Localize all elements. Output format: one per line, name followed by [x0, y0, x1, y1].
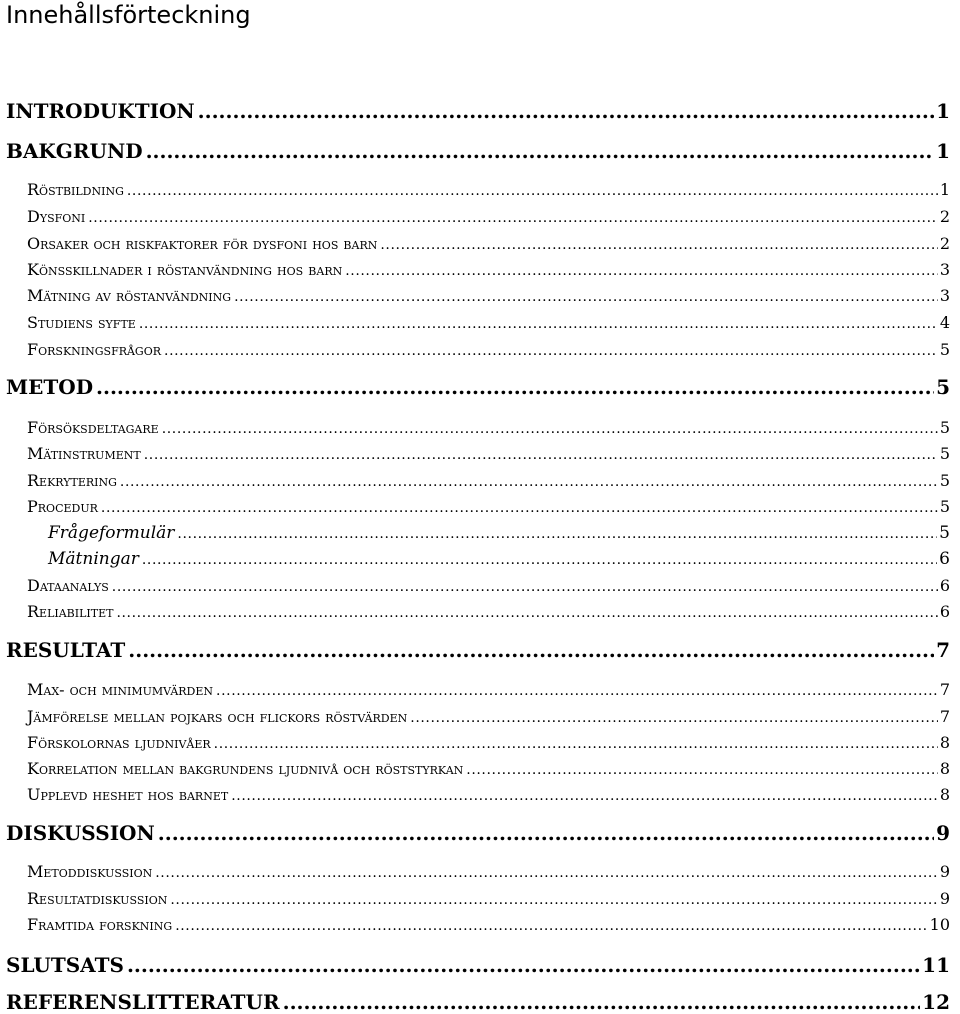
toc-entry-rekrytering[interactable] [27, 471, 950, 492]
dot-leader [216, 680, 938, 701]
dot-leader [162, 418, 938, 439]
toc-entry-metod[interactable] [6, 375, 950, 399]
dot-leader [170, 889, 937, 910]
toc-entry-max-min[interactable] [27, 680, 950, 701]
toc-entry-page: 1 [936, 99, 950, 123]
dot-leader [88, 207, 938, 228]
dot-leader [164, 340, 938, 361]
dot-leader [155, 862, 938, 883]
dot-leader [112, 576, 938, 597]
toc-entry-metoddiskussion[interactable] [27, 862, 950, 883]
toc-entry-referenslitteratur[interactable] [6, 990, 950, 1014]
toc-entry-page: 5 [939, 444, 950, 463]
toc-entry-korrelation[interactable] [27, 759, 950, 780]
toc-entry-label: Studiens syfte [27, 313, 136, 332]
toc-entry-page: 1 [936, 139, 950, 163]
toc-entry-label: Metoddiskussion [27, 862, 153, 881]
toc-entry-orsaker[interactable] [27, 234, 950, 255]
toc-entry-label: Röstbildning [27, 180, 124, 199]
toc-entry-studiens-syfte[interactable] [27, 313, 950, 334]
toc-entry-jamforelse[interactable] [27, 707, 950, 728]
dot-leader [101, 497, 938, 518]
dot-leader [128, 638, 934, 662]
toc-entry-framtida-forskning[interactable] [27, 915, 950, 936]
toc-entry-page: 7 [939, 680, 950, 699]
dot-leader [177, 522, 937, 545]
toc-entry-page: 5 [936, 375, 950, 399]
toc-entry-label: RESULTAT [6, 638, 126, 662]
toc-entry-introduktion[interactable] [6, 99, 950, 123]
toc-entry-page: 12 [922, 990, 950, 1014]
dot-leader [96, 375, 934, 399]
toc-entry-slutsats[interactable] [6, 953, 950, 977]
dot-leader [198, 99, 934, 123]
toc-entry-forskningsfragor[interactable] [27, 340, 950, 361]
toc-entry-page: 2 [939, 234, 950, 253]
toc-entry-konsskillnader[interactable] [27, 260, 950, 281]
dot-leader [214, 733, 938, 754]
toc-entry-page: 4 [939, 313, 950, 332]
toc-entry-page: 9 [939, 862, 950, 881]
toc-entry-label: BAKGRUND [6, 139, 143, 163]
dot-leader [144, 444, 938, 465]
dot-leader [146, 139, 935, 163]
toc-entry-page: 6 [939, 549, 950, 569]
toc-entry-matning[interactable] [27, 286, 950, 307]
toc-entry-label: Forskningsfrågor [27, 340, 162, 359]
toc-entry-page: 5 [939, 523, 950, 543]
toc-entry-page: 11 [922, 953, 950, 977]
toc-entry-label: Max- och minimumvärden [27, 680, 214, 699]
toc-entry-dataanalys[interactable] [27, 576, 950, 597]
toc-entry-label: Framtida forskning [27, 915, 173, 934]
toc-entry-label: DISKUSSION [6, 821, 155, 845]
toc-entry-page: 8 [939, 733, 950, 752]
toc-entry-matningar[interactable] [48, 548, 950, 571]
toc-entry-label: INTRODUKTION [6, 99, 195, 123]
toc-entry-page: 1 [939, 180, 950, 199]
toc-entry-label: Korrelation mellan bakgrundens ljudnivå och röststyrkan [27, 759, 464, 778]
toc-entry-page: 7 [939, 707, 950, 726]
toc-entry-bakgrund[interactable] [6, 139, 950, 163]
toc-entry-resultat[interactable] [6, 638, 950, 662]
dot-leader [234, 286, 938, 307]
toc-entry-rostbildning[interactable] [27, 180, 950, 201]
toc-entry-page: 6 [939, 576, 950, 595]
dot-leader [120, 471, 938, 492]
toc-entry-page: 9 [939, 889, 950, 908]
dot-leader [466, 759, 938, 780]
toc-entry-matinstrument[interactable] [27, 444, 950, 465]
dot-leader [127, 180, 938, 201]
toc-entry-frageformular[interactable] [48, 522, 950, 545]
toc-entry-label: Frågeformulär [48, 523, 175, 543]
toc-entry-label: Reliabilitet [27, 602, 114, 621]
toc-entry-label: REFERENSLITTERATUR [6, 990, 280, 1014]
toc-entry-label: Förskolornas ljudnivåer [27, 733, 211, 752]
dot-leader [410, 707, 938, 728]
dot-leader [116, 602, 937, 623]
toc-entry-forsoksdeltagare[interactable] [27, 418, 950, 439]
toc-entry-label: Mätning av röstanvändning [27, 286, 232, 305]
toc-entry-label: Könsskillnader i röstanvändning hos barn [27, 260, 343, 279]
toc-entry-label: Procedur [27, 497, 98, 516]
toc-entry-page: 10 [929, 915, 950, 934]
toc-entry-page: 9 [936, 821, 950, 845]
toc-entry-page: 3 [939, 286, 950, 305]
toc-entry-label: Resultatdiskussion [27, 889, 168, 908]
toc-entry-forskolornas-ljudnivaer[interactable] [27, 733, 950, 754]
toc-entry-page: 8 [939, 759, 950, 778]
dot-leader [139, 313, 938, 334]
toc-entry-diskussion[interactable] [6, 821, 950, 845]
toc-entry-label: SLUTSATS [6, 953, 124, 977]
toc-entry-upplevd-heshet[interactable] [27, 785, 950, 806]
toc-entry-label: Dysfoni [27, 207, 86, 226]
toc-entry-page: 7 [936, 638, 950, 662]
toc-entry-resultatdiskussion[interactable] [27, 889, 950, 910]
toc-entry-label: Rekrytering [27, 471, 117, 490]
toc-entry-page: 5 [939, 418, 950, 437]
dot-leader [142, 548, 937, 571]
toc-entry-dysfoni[interactable] [27, 207, 950, 228]
toc-entry-label: Försöksdeltagare [27, 418, 159, 437]
dot-leader [345, 260, 938, 281]
dot-leader [231, 785, 938, 806]
toc-entry-page: 6 [939, 602, 950, 621]
toc-entry-reliabilitet[interactable] [27, 602, 950, 623]
toc-entry-page: 2 [939, 207, 950, 226]
toc-entry-label: Dataanalys [27, 576, 109, 595]
page-title: Innehållsförteckning [6, 1, 251, 29]
toc-entry-page: 5 [939, 340, 950, 359]
toc-entry-page: 8 [939, 785, 950, 804]
dot-leader [175, 915, 927, 936]
dot-leader [283, 990, 921, 1014]
toc-entry-procedur[interactable] [27, 497, 950, 518]
toc-entry-page: 5 [939, 471, 950, 490]
toc-entry-label: METOD [6, 375, 94, 399]
toc-entry-label: Upplevd heshet hos barnet [27, 785, 229, 804]
toc-entry-label: Mätinstrument [27, 444, 141, 463]
toc-entry-page: 3 [939, 260, 950, 279]
toc-entry-page: 5 [939, 497, 950, 516]
dot-leader [158, 821, 934, 845]
toc-entry-label: Jämförelse mellan pojkars och flickors röstvärden [27, 707, 408, 726]
dot-leader [380, 234, 937, 255]
toc-entry-label: Mätningar [48, 549, 139, 569]
dot-leader [127, 953, 920, 977]
toc-entry-label: Orsaker och riskfaktorer för dysfoni hos barn [27, 234, 378, 253]
